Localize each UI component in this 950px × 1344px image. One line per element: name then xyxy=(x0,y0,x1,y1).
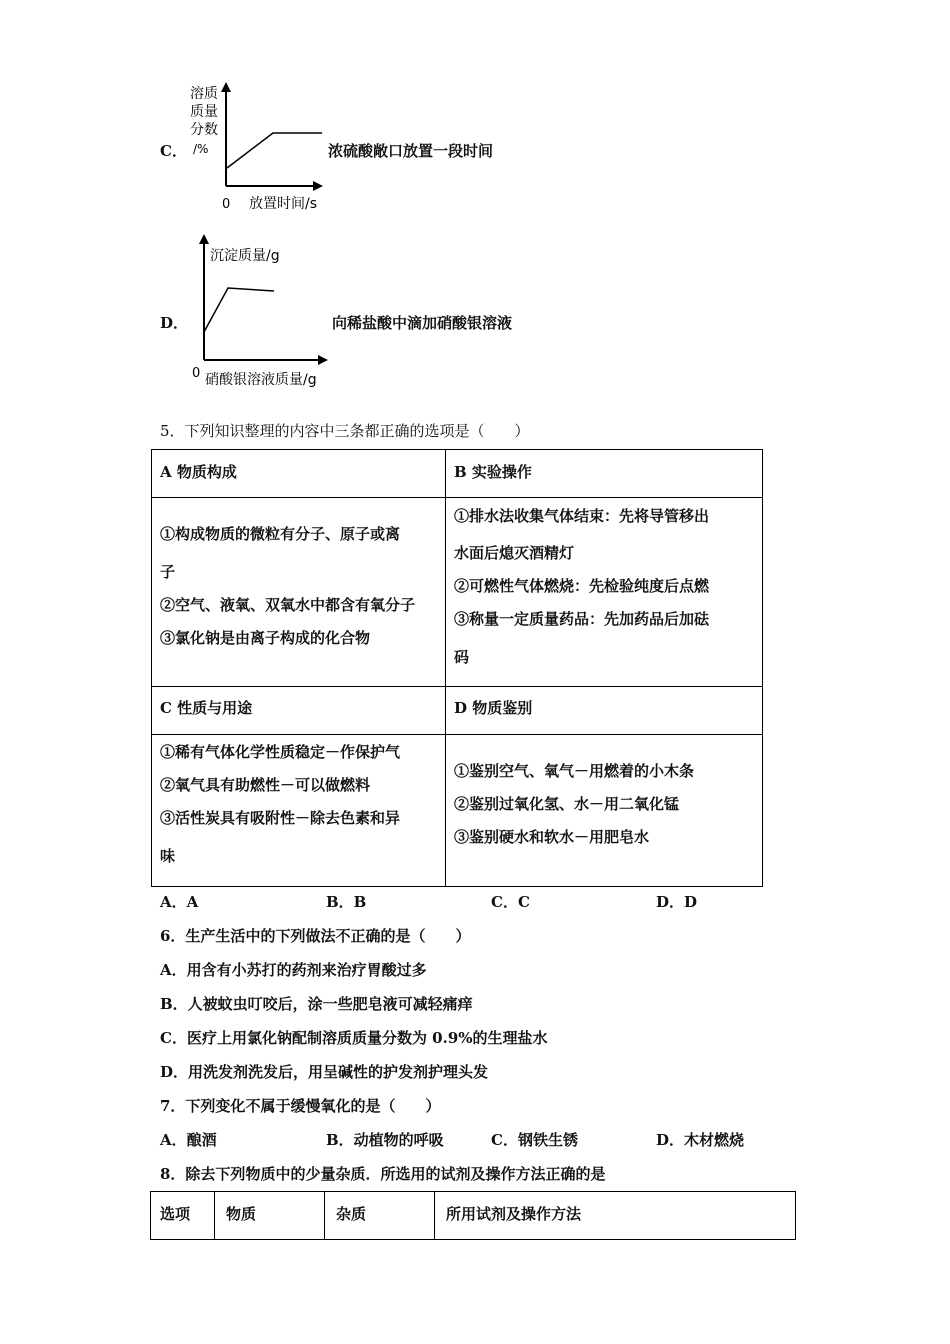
cell-b-line: ②可燃性气体燃烧：先检验纯度后点燃 xyxy=(454,577,710,595)
option-c-text: 浓硫酸敞口放置一段时间 xyxy=(328,142,494,160)
option-d-text: 向稀盐酸中滴加硝酸银溶液 xyxy=(332,314,513,332)
x-axis-label: 硝酸银溶液质量/g xyxy=(205,372,317,388)
cell-a-line: 子 xyxy=(160,563,176,581)
cell-b-line: 码 xyxy=(454,648,470,666)
q7-choice-c: C．钢铁生锈 xyxy=(491,1131,578,1149)
origin-label: 0 xyxy=(222,197,231,212)
q7-choice-a: A．酿酒 xyxy=(160,1131,217,1149)
y-label-line: 分数 xyxy=(190,122,218,138)
cell-c-line: 味 xyxy=(160,847,176,865)
table-header-substance: 物质 xyxy=(226,1205,257,1223)
table-header-option: 选项 xyxy=(160,1205,191,1223)
q6-option-a: A．用含有小苏打的药剂来治疗胃酸过多 xyxy=(160,961,427,979)
cell-c-header: C 性质与用途 xyxy=(160,699,253,717)
cell-a-line: ③氯化钠是由离子构成的化合物 xyxy=(160,629,371,647)
question-5-stem: 5．下列知识整理的内容中三条都正确的选项是（ ） xyxy=(160,422,530,440)
cell-a-line: ①构成物质的微粒有分子、原子或离 xyxy=(160,525,401,543)
q5-choice-b: B．B xyxy=(326,893,367,911)
cell-d-line: ③鉴别硬水和软水－用肥皂水 xyxy=(454,828,650,846)
cell-d-header: D 物质鉴别 xyxy=(454,699,533,717)
q6-option-b: B．人被蚊虫叮咬后，涂一些肥皂液可减轻痛痒 xyxy=(160,995,473,1013)
cell-b-header: B 实验操作 xyxy=(454,463,532,481)
question-6-stem: 6．生产生活中的下列做法不正确的是（ ） xyxy=(160,927,471,945)
q6-option-c: C．医疗上用氯化钠配制溶质质量分数为 0.9%的生理盐水 xyxy=(160,1029,548,1047)
cell-d-line: ②鉴别过氧化氢、水－用二氧化锰 xyxy=(454,795,680,813)
cell-c-line: ③活性炭具有吸附性－除去色素和异 xyxy=(160,809,401,827)
q5-choice-a: A．A xyxy=(160,893,199,911)
question-5-table xyxy=(151,449,763,887)
option-c-letter: C． xyxy=(160,142,187,160)
q6-option-d: D．用洗发剂洗发后，用呈碱性的护发剂护理头发 xyxy=(160,1063,489,1081)
cell-b-line: 水面后熄灭酒精灯 xyxy=(454,544,575,562)
cell-c-line: ②氧气具有助燃性－可以做燃料 xyxy=(160,776,371,794)
q7-choice-d: D．木材燃烧 xyxy=(656,1131,745,1149)
table-header-method: 所用试剂及操作方法 xyxy=(446,1205,582,1223)
cell-a-header: A 物质构成 xyxy=(160,463,237,481)
question-8-stem: 8．除去下列物质中的少量杂质．所选用的试剂及操作方法正确的是 xyxy=(160,1165,606,1183)
x-axis-label: 放置时间/s xyxy=(249,196,318,212)
y-label-line: 溶质 xyxy=(190,86,218,102)
curve-line xyxy=(204,288,274,332)
curve-line xyxy=(227,133,322,168)
q7-choice-b: B．动植物的呼吸 xyxy=(326,1131,444,1149)
question-7-stem: 7．下列变化不属于缓慢氧化的是（ ） xyxy=(160,1097,441,1115)
y-label-line: 质量 xyxy=(190,104,218,120)
origin-label: 0 xyxy=(192,366,201,381)
q5-choice-c: C．C xyxy=(491,893,530,911)
cell-d-line: ①鉴别空气、氧气－用燃着的小木条 xyxy=(454,762,695,780)
y-label-line: /% xyxy=(193,142,209,156)
cell-c-line: ①稀有气体化学性质稳定－作保护气 xyxy=(160,743,401,761)
option-d-letter: D． xyxy=(160,314,189,332)
option-d-graph xyxy=(188,232,338,392)
q5-choice-d: D．D xyxy=(656,893,698,911)
question-8-table xyxy=(150,1191,796,1241)
y-axis-label: 沉淀质量/g xyxy=(210,248,280,264)
cell-b-line: ③称量一定质量药品：先加药品后加砝 xyxy=(454,610,710,628)
cell-a-line: ②空气、液氧、双氧水中都含有氧分子 xyxy=(160,596,416,614)
cell-b-line: ①排水法收集气体结束：先将导管移出 xyxy=(454,507,710,525)
table-header-impurity: 杂质 xyxy=(336,1205,367,1223)
option-c-graph xyxy=(185,78,335,218)
